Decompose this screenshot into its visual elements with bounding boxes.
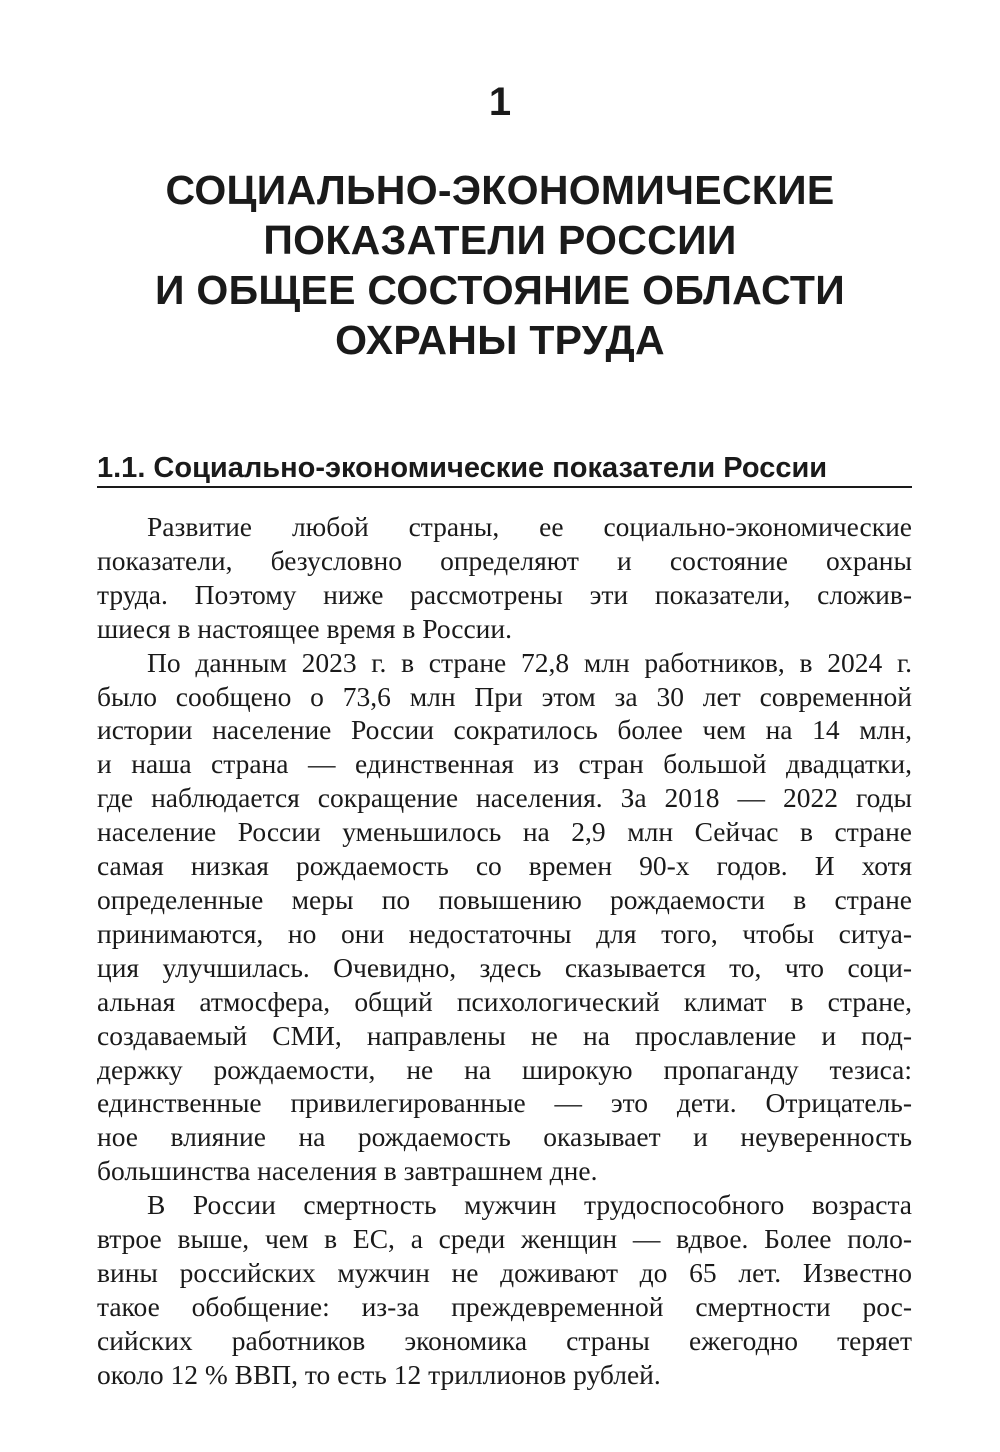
paragraph-line: было сообщено о 73,6 млн При этом за 30 лет современной: [97, 680, 912, 712]
paragraph-line: втрое выше, чем в ЕС, а среди женщин — вдвое. Более поло-: [97, 1223, 912, 1255]
paragraph-line: где наблюдается сокращение населения. За 2018 — 2022 годы: [97, 782, 912, 814]
paragraph-line: самая низкая рождаемость со времен 90-х годов. И хотя: [97, 850, 912, 882]
paragraph-line: ция улучшилась. Очевидно, здесь сказывается то, что соци-: [97, 951, 912, 983]
paragraph-line: определенные меры по повышению рождаемости в стране: [97, 883, 912, 915]
paragraph-line: шиеся в настоящее время в России.: [97, 612, 512, 644]
paragraph-line: По данным 2023 г. в стране 72,8 млн работников, в 2024 г.: [147, 646, 912, 678]
paragraph-line: вины российских мужчин не доживают до 65 лет. Известно: [97, 1256, 912, 1288]
paragraph-line: принимаются, но они недостаточны для того, чтобы ситуа-: [97, 917, 912, 949]
paragraph-line: Развитие любой страны, ее социально-экономические: [147, 511, 912, 542]
paragraph-line: держку рождаемости, не на широкую пропаганду тезиса:: [97, 1053, 912, 1085]
paragraph-line: такое обобщение: из-за преждевременной смертности рос-: [97, 1290, 912, 1322]
chapter-title-line: И ОБЩЕЕ СОСТОЯНИЕ ОБЛАСТИ: [154, 267, 846, 313]
paragraph: [97, 1188, 912, 1391]
paragraph-line: показатели, безусловно определяют и состояние охраны: [97, 544, 912, 576]
paragraph-line: В России смертность мужчин трудоспособного возраста: [147, 1189, 912, 1221]
paragraph-line: ное влияние на рождаемость оказывает и неуверенность: [97, 1121, 912, 1153]
paragraph-line: около 12 % ВВП, то есть 12 триллионов рублей.: [97, 1358, 661, 1390]
paragraph-line: единственные привилегированные — это дети. Отрицатель-: [97, 1087, 912, 1119]
chapter-title-line: ПОКАЗАТЕЛИ РОССИИ: [263, 217, 737, 263]
paragraph-line: большинства населения в завтрашнем дне.: [97, 1155, 598, 1187]
chapter-title-line: ОХРАНЫ ТРУДА: [335, 317, 665, 363]
section-heading: 1.1. Социально-экономические показатели России: [97, 452, 828, 484]
body-text: [97, 510, 912, 1392]
paragraph-line: истории население России сократилось более чем на 14 млн,: [97, 714, 912, 746]
paragraph-line: альная атмосфера, общий психологический климат в стране,: [97, 985, 912, 1017]
chapter-title: [0, 165, 1000, 365]
paragraph: [97, 646, 912, 1189]
section-underline: [97, 486, 912, 488]
paragraph-line: население России уменьшилось на 2,9 млн Сейчас в стране: [97, 816, 912, 848]
paragraph-line: и наша страна — единственная из стран большой двадцатки,: [97, 748, 912, 780]
paragraph-line: сийских работников экономика страны ежегодно теряет: [97, 1324, 912, 1356]
paragraph-line: создаваемый СМИ, направлены не на прославление и под-: [97, 1019, 912, 1051]
chapter-number: 1: [488, 80, 512, 124]
paragraph: [97, 510, 912, 646]
chapter-title-line: СОЦИАЛЬНО-ЭКОНОМИЧЕСКИЕ: [165, 167, 835, 213]
paragraph-line: труда. Поэтому ниже рассмотрены эти показатели, сложив-: [97, 578, 912, 610]
